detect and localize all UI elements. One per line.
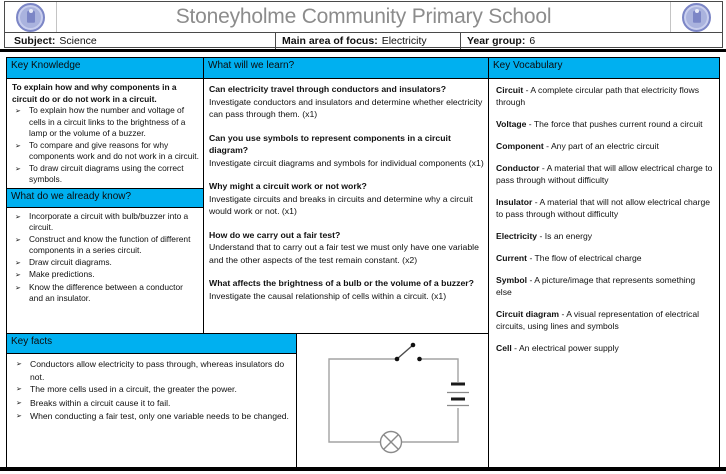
- vocab-entry: [496, 162, 713, 186]
- learn-detail: Investigate circuit diagrams and symbols for individual components (x1): [209, 157, 484, 168]
- learn-question: Can you use symbols to represent components in a circuit diagram?: [209, 132, 451, 155]
- key-facts-bullet: [13, 358, 291, 383]
- vocab-entry: [496, 308, 713, 332]
- key-facts-bullet: [13, 383, 291, 397]
- bullet-text: Conductors allow electricity to pass through, whereas insulators do not.: [30, 359, 285, 382]
- battery-icon: [447, 384, 469, 406]
- arrow-bullet-icon: ➢: [15, 259, 21, 267]
- vocab-separator: -: [525, 85, 529, 95]
- year-group-value: 6: [529, 35, 536, 47]
- vocab-entry: [496, 230, 713, 242]
- vocab-separator: -: [539, 231, 543, 241]
- vocab-entry: [496, 274, 713, 298]
- already-know-bullet: [12, 269, 199, 282]
- vocab-definition: A visual representation of electrical circuits, using lines and symbols: [496, 309, 700, 331]
- bullet-text: Construct and know the function of different components in a series circuit.: [29, 233, 191, 255]
- bottom-border-rule: [0, 467, 726, 471]
- school-crest-logo-right: [682, 3, 711, 32]
- vocab-separator: -: [561, 309, 565, 319]
- year-group-label: Year group:: [467, 35, 526, 47]
- vocab-definition: Any part of an electric circuit: [550, 141, 659, 151]
- key-facts-section: [6, 333, 297, 468]
- arrow-bullet-icon: ➢: [16, 386, 22, 393]
- bullet-text: Know the difference between a conductor and an insulator.: [29, 281, 183, 303]
- key-knowledge-header: Key Knowledge: [7, 58, 203, 79]
- vocab-term: Current: [496, 253, 528, 263]
- vocab-entry: [496, 118, 713, 130]
- vocabulary-header: Key Vocabulary: [489, 58, 719, 79]
- already-know-bullet: [12, 234, 199, 257]
- title-row: [5, 2, 722, 33]
- vocab-definition: Is an energy: [544, 231, 593, 241]
- year-group-cell: [461, 33, 722, 49]
- subject-label: Subject:: [14, 35, 56, 47]
- learn-item: [209, 83, 484, 121]
- bullet-text: To explain how the number and voltage of cells in a circuit links to the brightness of a lamp or the volume of a buzzer.: [29, 105, 186, 138]
- learn-item: [209, 180, 484, 218]
- vocab-term: Component: [496, 141, 544, 151]
- subject-cell: [5, 33, 276, 49]
- vocab-term: Conductor: [496, 163, 540, 173]
- learn-question: Can electricity travel through conductors and insulators?: [209, 84, 447, 94]
- learn-detail: Investigate conductors and insulators and determine whether electricity can pass through them. (x1): [209, 96, 483, 119]
- vocab-entry: [496, 84, 713, 108]
- focus-cell: [276, 33, 461, 49]
- focus-value: Electricity: [381, 35, 427, 47]
- arrow-bullet-icon: ➢: [15, 272, 21, 279]
- key-knowledge-section: [6, 57, 204, 334]
- learn-item: [209, 132, 484, 170]
- key-knowledge-bullet: [12, 105, 199, 140]
- switch-icon: [395, 343, 422, 362]
- vocab-term: Cell: [496, 343, 512, 353]
- vocab-definition: An electrical power supply: [518, 343, 619, 353]
- key-knowledge-body: [7, 79, 203, 188]
- circuit-diagram-cell: [296, 333, 489, 468]
- vocab-separator: -: [541, 163, 545, 173]
- bulb-icon: [381, 432, 402, 453]
- learn-detail: Investigate the causal relationship of cells within a circuit. (x1): [209, 290, 447, 301]
- logo-cell-right: [670, 2, 722, 32]
- learn-body: [204, 79, 488, 315]
- learn-question: How do we carry out a fair test?: [209, 229, 341, 240]
- arrow-bullet-icon: ➢: [15, 142, 21, 150]
- vocab-separator: -: [529, 253, 533, 263]
- learn-question: Why might a circuit work or not work?: [209, 181, 367, 191]
- bullet-text: Draw circuit diagrams.: [29, 256, 112, 267]
- learn-question: What affects the brightness of a bulb or the volume of a buzzer?: [209, 278, 474, 288]
- bullet-text: To draw circuit diagrams using the correct symbols.: [29, 162, 184, 184]
- school-crest-logo-left: [16, 3, 45, 32]
- vocab-entry: [496, 342, 713, 354]
- bullet-text: To compare and give reasons for why components work and do not work in a circuit.: [29, 139, 199, 161]
- bullet-text: Incorporate a circuit with bulb/buzzer into a circuit.: [29, 210, 189, 232]
- learn-item: [209, 229, 484, 267]
- learn-detail: Investigate circuits and breaks in circuits and determine why a circuit would work or not. (x1): [209, 193, 473, 216]
- vocab-separator: -: [534, 197, 538, 207]
- learn-item: [209, 277, 484, 302]
- bullet-text: The more cells used in a circuit, the greater the power.: [30, 384, 237, 394]
- focus-label: Main area of focus:: [282, 35, 378, 47]
- arrow-bullet-icon: ➢: [15, 284, 21, 292]
- vocab-definition: The force that pushes current round a circuit: [533, 119, 703, 129]
- key-facts-body: [7, 354, 296, 426]
- vocab-entry: [496, 196, 713, 220]
- arrow-bullet-icon: ➢: [15, 236, 21, 244]
- vocab-term: Circuit: [496, 85, 524, 95]
- vocab-entry: [496, 252, 713, 264]
- key-knowledge-bullet: [12, 140, 199, 163]
- vocab-separator: -: [528, 119, 532, 129]
- vocab-definition: A complete circular path that electricity flows through: [496, 85, 700, 107]
- learn-detail: Understand that to carry out a fair test we must only have one variable and the other aspects of the test remain constant. (x2): [209, 242, 479, 265]
- arrow-bullet-icon: ➢: [16, 399, 22, 407]
- vocab-definition: A material that will allow electrical charge to pass through without difficulty: [496, 163, 713, 185]
- key-knowledge-bullet: [12, 163, 199, 186]
- vocab-entry: [496, 140, 713, 152]
- arrow-bullet-icon: ➢: [15, 165, 21, 173]
- key-facts-bullet: [13, 397, 291, 411]
- subject-value: Science: [59, 35, 97, 47]
- header-table: [4, 1, 723, 48]
- vocab-separator: -: [529, 275, 533, 285]
- bullet-text: Make predictions.: [29, 269, 95, 279]
- learn-section: [203, 57, 489, 334]
- circuit-diagram: [297, 334, 488, 467]
- school-title: Stoneyholme Community Primary School: [175, 5, 552, 28]
- vocabulary-section: [488, 57, 720, 468]
- main-table: [6, 57, 720, 468]
- already-know-header: What do we already know?: [7, 188, 203, 208]
- bullet-text: Breaks within a circuit cause it to fail.: [30, 397, 171, 408]
- vocabulary-body: [489, 79, 719, 366]
- vocab-definition: A picture/image that represents something else: [496, 275, 696, 297]
- arrow-bullet-icon: ➢: [15, 108, 21, 115]
- arrow-bullet-icon: ➢: [16, 413, 22, 420]
- vocab-term: Circuit diagram: [496, 309, 560, 319]
- arrow-bullet-icon: ➢: [16, 361, 22, 368]
- vocab-separator: -: [546, 141, 550, 151]
- learn-header: What will we learn?: [204, 58, 488, 79]
- already-know-bullet: [12, 211, 199, 234]
- vocab-term: Electricity: [496, 231, 538, 241]
- info-row: [5, 33, 722, 49]
- vocab-definition: The flow of electrical charge: [534, 253, 642, 263]
- vocab-separator: -: [514, 343, 518, 353]
- vocab-term: Symbol: [496, 275, 528, 285]
- already-know-body: [7, 208, 203, 307]
- key-knowledge-intro: To explain how and why components in a circuit do or do not work in a circuit.: [12, 82, 177, 104]
- wire-loop: [329, 359, 458, 442]
- vocab-term: Insulator: [496, 197, 533, 207]
- logo-cell-left: [5, 2, 57, 32]
- bullet-text: When conducting a fair test, only one variable needs to be changed.: [30, 411, 289, 421]
- key-facts-bullet: [13, 410, 291, 424]
- key-facts-header: Key facts: [7, 334, 296, 354]
- header-divider-rule: [0, 49, 726, 52]
- vocab-term: Voltage: [496, 119, 527, 129]
- arrow-bullet-icon: ➢: [15, 213, 21, 221]
- circuit-diagram-image: [297, 334, 488, 467]
- vocab-definition: A material that will not allow electrical charge to pass through without difficulty: [496, 197, 711, 219]
- already-know-bullet: [12, 282, 199, 305]
- already-know-bullet: [12, 257, 199, 270]
